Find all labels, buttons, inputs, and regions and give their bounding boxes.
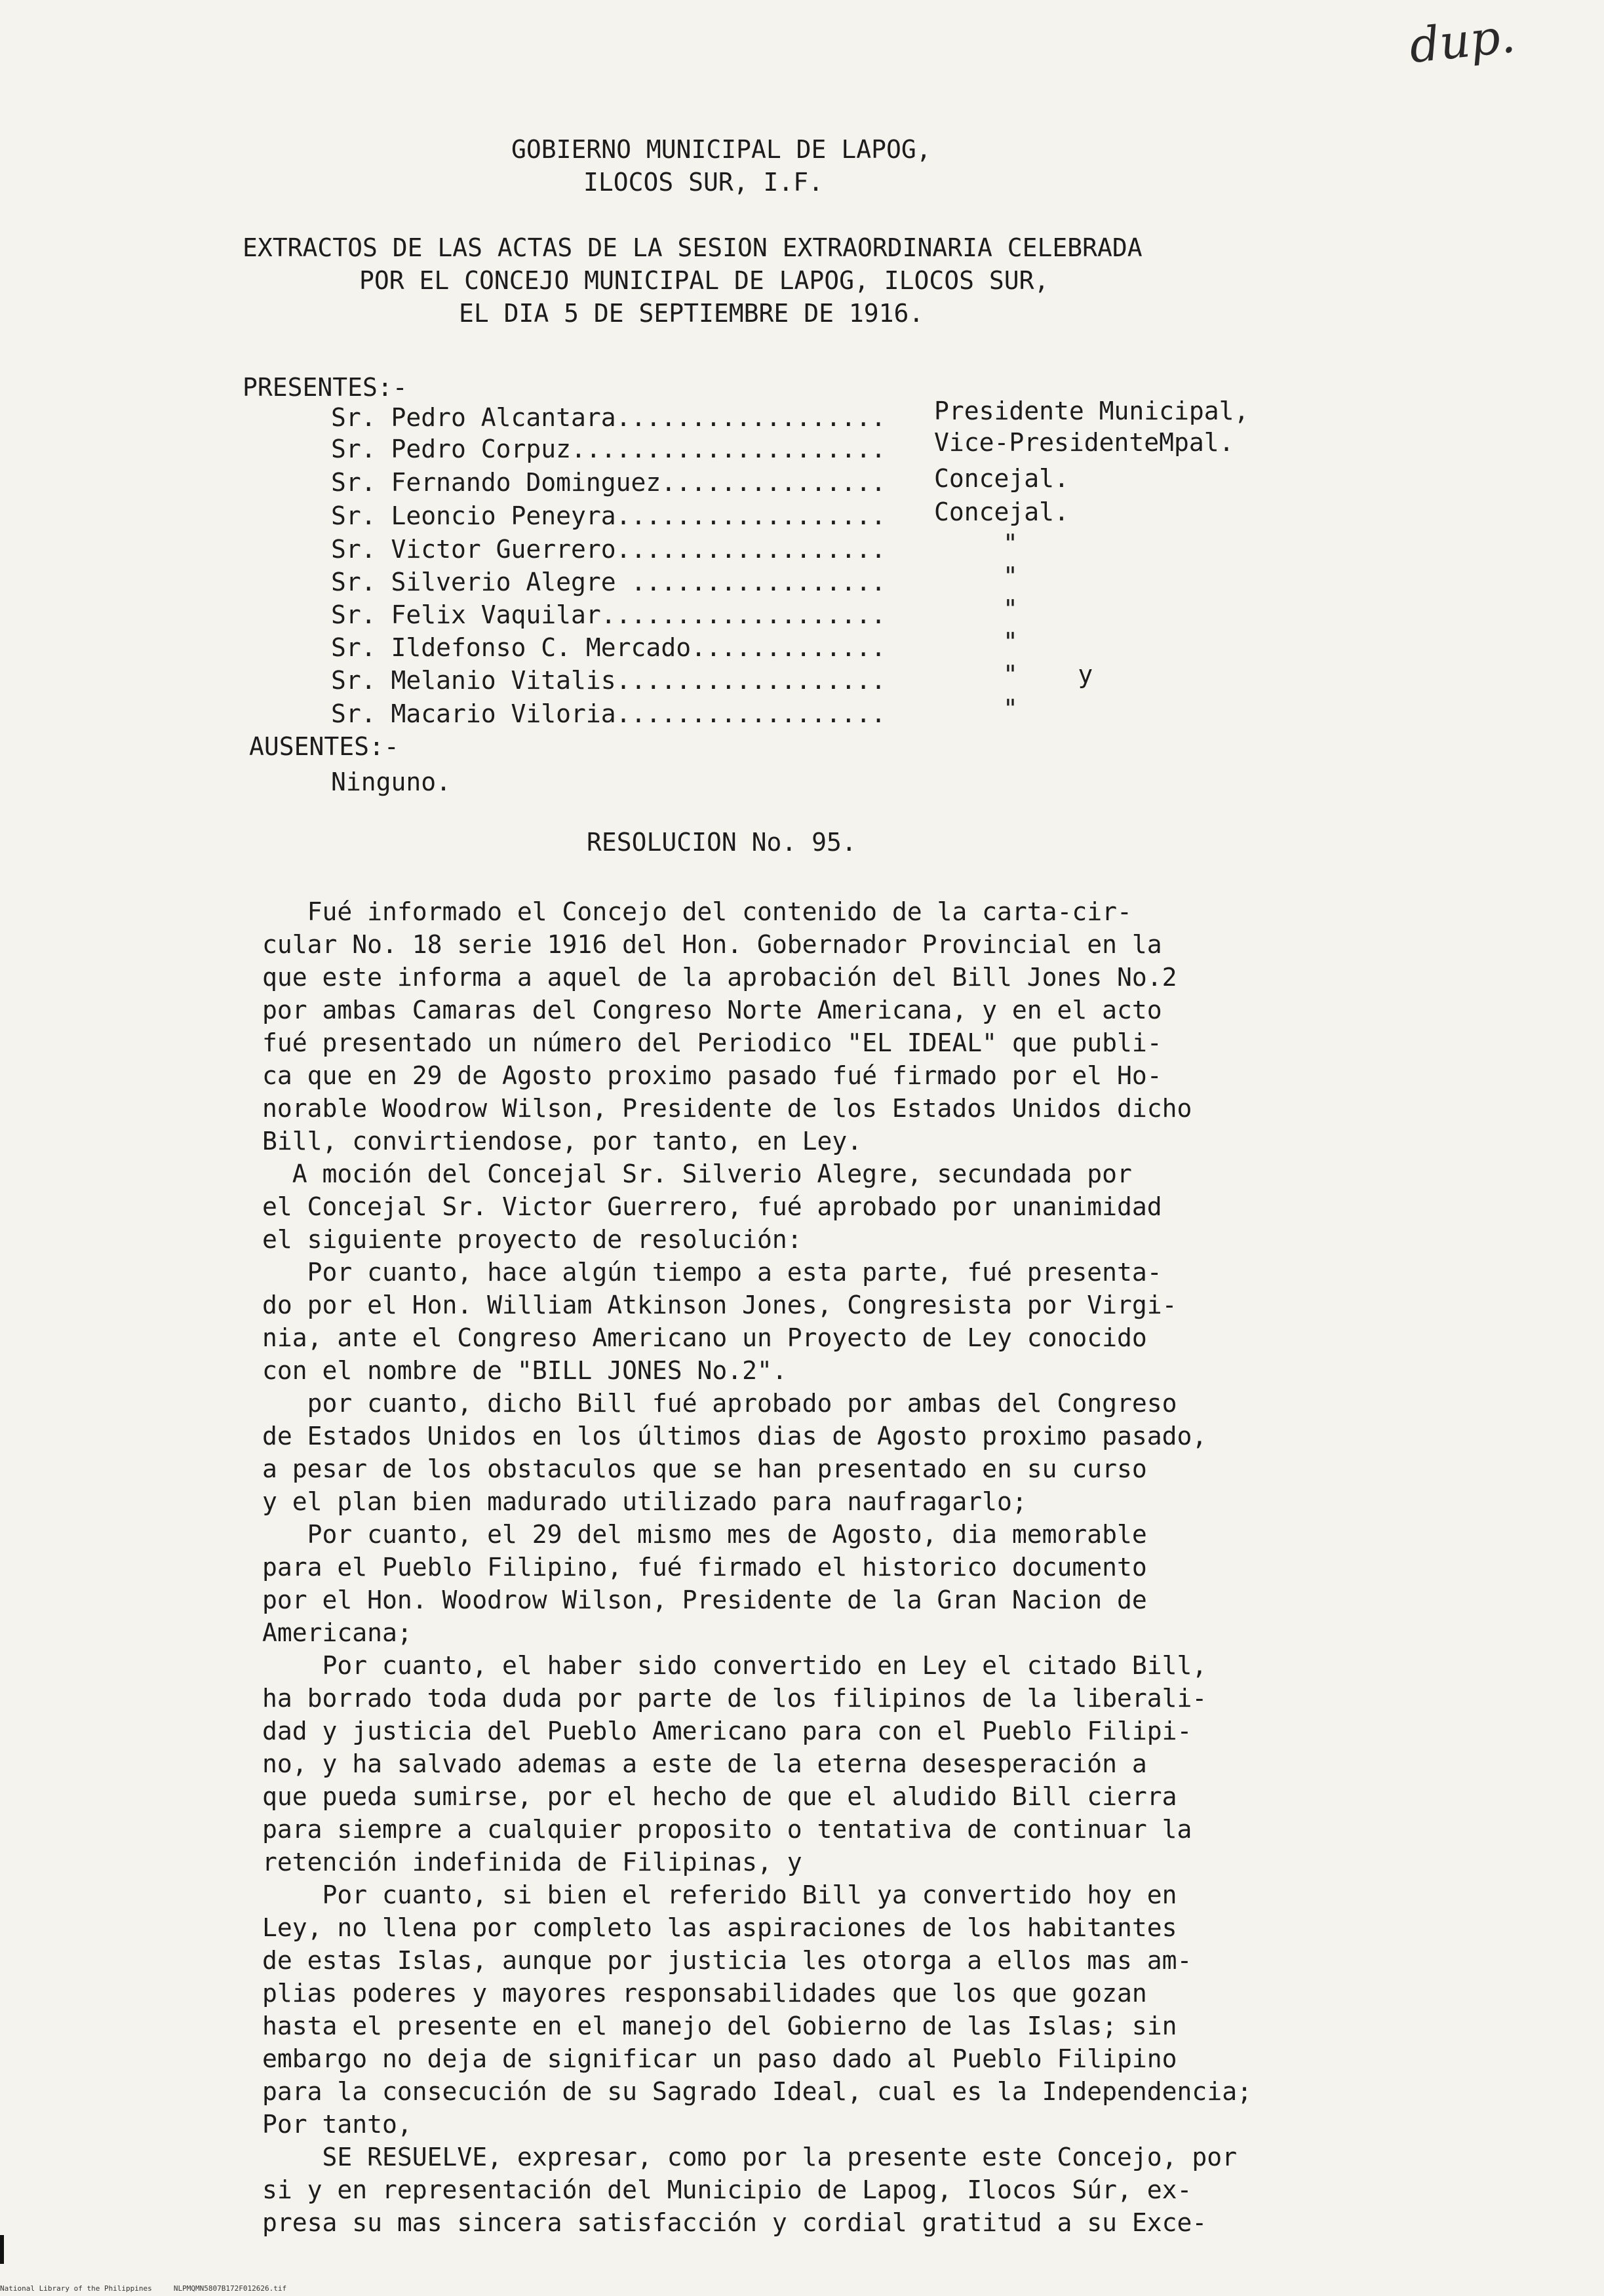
header-line-1: GOBIERNO MUNICIPAL DE LAPOG, [511, 135, 931, 164]
body-line: el siguiente proyecto de resolución: [262, 1225, 802, 1254]
body-line: con el nombre de "BILL JONES No.2". [262, 1356, 787, 1385]
resolution-title: RESOLUCION No. 95. [587, 828, 857, 857]
body-line: plias poderes y mayores responsabilidades que los que gozan [262, 1979, 1147, 2008]
body-line: cular No. 18 serie 1916 del Hon. Gobernador Provincial en la [262, 930, 1162, 959]
presentes-label: PRESENTES:- [243, 373, 408, 402]
body-line: Ley, no llena por completo las aspiraciones de los habitantes [262, 1913, 1177, 1942]
body-line: no, y ha salvado ademas a este de la eterna desesperación a [262, 1749, 1147, 1778]
scan-footer: National Library of the Philippines NLPMQMN5807B172F012626.tif [0, 2284, 287, 2293]
member-name: Sr. Macario Viloria.................. [331, 699, 886, 728]
body-line: por el Hon. Woodrow Wilson, Presidente de la Gran Nacion de [262, 1586, 1147, 1614]
body-line: Fué informado el Concejo del contenido de la carta-cir- [262, 897, 1132, 926]
body-line: para siempre a cualquier proposito o tentativa de continuar la [262, 1815, 1192, 1844]
body-line: para el Pueblo Filipino, fué firmado el historico documento [262, 1553, 1147, 1582]
member-role: Presidente Municipal, [934, 397, 1249, 425]
extract-title-line-3: EL DIA 5 DE SEPTIEMBRE DE 1916. [459, 299, 924, 328]
body-line: Por cuanto, el 29 del mismo mes de Agosto, dia memorable [262, 1520, 1147, 1549]
body-line: hasta el presente en el manejo del Gobierno de las Islas; sin [262, 2012, 1177, 2040]
member-role: Concejal. [934, 497, 1069, 526]
body-line: Por cuanto, hace algún tiempo a esta parte, fué presenta- [262, 1258, 1162, 1287]
body-line: a pesar de los obstaculos que se han presentado en su curso [262, 1454, 1147, 1483]
body-line: do por el Hon. William Atkinson Jones, Congresista por Virgi- [262, 1291, 1177, 1319]
body-line: nia, ante el Congreso Americano un Proyecto de Ley conocido [262, 1323, 1147, 1352]
handwritten-annotation: dup. [1407, 7, 1518, 74]
member-name: Sr. Ildefonso C. Mercado............. [331, 633, 886, 662]
body-line: Bill, convirtiendose, por tanto, en Ley. [262, 1127, 863, 1156]
ausentes-value: Ninguno. [331, 768, 452, 796]
member-name: Sr. Pedro Corpuz..................... [331, 435, 886, 463]
body-line: si y en representación del Municipio de Lapog, Ilocos Súr, ex- [262, 2175, 1192, 2204]
body-line: ca que en 29 de Agosto proximo pasado fué firmado por el Ho- [262, 1061, 1162, 1090]
member-name: Sr. Fernando Dominguez............... [331, 468, 886, 497]
member-role: " [1003, 562, 1018, 591]
member-role: Concejal. [934, 464, 1069, 493]
body-line: que este informa a aquel de la aprobación del Bill Jones No.2 [262, 963, 1177, 992]
body-line: fué presentado un número del Periodico "EL IDEAL" que publi- [262, 1028, 1162, 1057]
body-line: dad y justicia del Pueblo Americano para con el Pueblo Filipi- [262, 1717, 1192, 1745]
body-line: y el plan bien madurado utilizado para naufragarlo; [262, 1487, 1027, 1516]
member-name: Sr. Silverio Alegre ................. [331, 568, 886, 596]
member-name: Sr. Victor Guerrero.................. [331, 535, 886, 564]
body-line: Por cuanto, si bien el referido Bill ya convertido hoy en [262, 1880, 1177, 1909]
extract-title-line-2: POR EL CONCEJO MUNICIPAL DE LAPOG, ILOCOS SUR, [359, 266, 1049, 295]
body-line: Por cuanto, el haber sido convertido en Ley el citado Bill, [262, 1651, 1207, 1680]
member-role: " y [1003, 660, 1093, 689]
body-line: norable Woodrow Wilson, Presidente de los Estados Unidos dicho [262, 1094, 1192, 1123]
body-line: A moción del Concejal Sr. Silverio Alegre, secundada por [262, 1159, 1132, 1188]
body-line: por cuanto, dicho Bill fué aprobado por ambas del Congreso [262, 1389, 1177, 1418]
member-role: " [1003, 694, 1018, 723]
member-name: Sr. Leoncio Peneyra.................. [331, 501, 886, 530]
body-line: que pueda sumirse, por el hecho de que el aludido Bill cierra [262, 1782, 1177, 1811]
body-line: presa su mas sincera satisfacción y cordial gratitud a su Exce- [262, 2208, 1207, 2237]
margin-mark [0, 2235, 4, 2264]
member-role: Vice-PresidenteMpal. [934, 428, 1234, 457]
member-role: " [1003, 627, 1018, 656]
body-line: el Concejal Sr. Victor Guerrero, fué aprobado por unanimidad [262, 1192, 1162, 1221]
member-name: Sr. Pedro Alcantara.................. [331, 403, 886, 432]
member-name: Sr. Melanio Vitalis.................. [331, 666, 886, 695]
extract-title-line-1: EXTRACTOS DE LAS ACTAS DE LA SESION EXTRAORDINARIA CELEBRADA [243, 233, 1143, 262]
member-role: " [1003, 529, 1018, 558]
body-line: Americana; [262, 1618, 412, 1647]
body-line: de Estados Unidos en los últimos dias de Agosto proximo pasado, [262, 1422, 1207, 1450]
body-line: ha borrado toda duda por parte de los filipinos de la liberali- [262, 1684, 1207, 1713]
member-role: " [1003, 594, 1018, 623]
ausentes-label: AUSENTES:- [249, 732, 399, 761]
body-line: embargo no deja de significar un paso dado al Pueblo Filipino [262, 2044, 1177, 2073]
body-line: de estas Islas, aunque por justicia les otorga a ellos mas am- [262, 1946, 1192, 1975]
body-line: SE RESUELVE, expresar, como por la presente este Concejo, por [262, 2143, 1238, 2171]
member-name: Sr. Felix Vaquilar................... [331, 600, 886, 629]
body-line: Por tanto, [262, 2110, 412, 2139]
body-line: para la consecución de su Sagrado Ideal, cual es la Independencia; [262, 2077, 1252, 2106]
body-line: retención indefinida de Filipinas, y [262, 1848, 802, 1877]
body-line: por ambas Camaras del Congreso Norte Americana, y en el acto [262, 996, 1162, 1024]
header-line-2: ILOCOS SUR, I.F. [583, 168, 824, 197]
